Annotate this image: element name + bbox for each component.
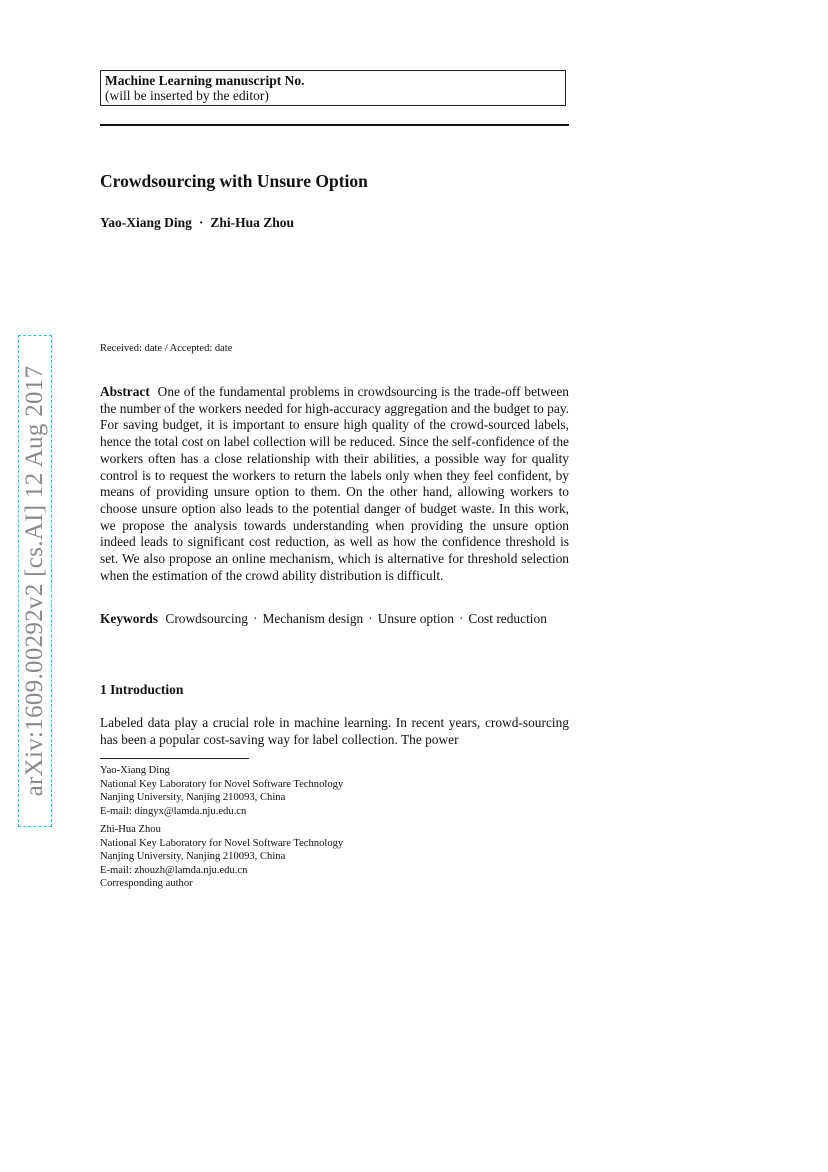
keyword-separator: · [252,611,258,626]
affiliation-lab: National Key Laboratory for Novel Software Technology [100,778,344,790]
affiliation-name: Yao-Xiang Ding [100,765,170,776]
affiliation-name: Zhi-Hua Zhou [100,824,161,835]
affiliation-block [100,764,343,818]
abstract-text: One of the fundamental problems in crowdsourcing is the trade-off between the number of the workers needed for high-accuracy aggregation and the budget to pay. For saving budget, it is important to ensure high quality of the crowd-sourced labels, hence the total cost on label collection will be reduced. Since the self-confidence of the workers often has a close relationship with their abilities, a possible way for quality control is to request the workers to return the labels only when they feel confident, by means of providing unsure option to them. On the other hand, allowing workers to choose unsure option also leads to the potential danger of budget waste. In this work, we propose the analysis towards understanding when providing the unsure option indeed leads to significant cost reduction, as well as how the confidence threshold is set. We also propose an online mechanism, which is alternative for threshold selection when the estimation of the crowd ability distribution is difficult. [100,384,569,583]
keyword-separator: · [458,611,464,626]
affiliation-address: Nanjing University, Nanjing 210093, China [100,792,286,804]
affiliation-email: E-mail: zhouzh@lamda.nju.edu.cn [100,864,248,876]
keywords [100,611,569,628]
author-line [100,214,294,232]
introduction-text: Labeled data play a crucial role in machine learning. In recent years, crowd-sourcing has been a popular cost-saving way for label collection. The power [100,715,569,747]
keyword-separator: · [368,611,373,626]
header-rule [100,124,569,126]
abstract [100,384,569,584]
keyword: Crowdsourcing [165,611,248,626]
keywords-label: Keywords [100,611,159,626]
affiliation-address: Nanjing University, Nanjing 210093, China [100,851,286,863]
affiliation-email: E-mail: dingyx@lamda.nju.edu.cn [100,805,247,817]
manuscript-title: Machine Learning manuscript No. [105,73,305,88]
affiliation-note: Corresponding author [100,878,193,890]
paper-title: Crowdsourcing with Unsure Option [100,171,368,191]
author-separator: · [198,215,204,230]
manuscript-note: (will be inserted by the editor) [105,88,269,103]
arxiv-stamp-text: arXiv:1609.00292v2 [cs.AI] 12 Aug 2017 [21,365,48,797]
keyword: Mechanism design [262,611,364,626]
keyword: Unsure option [377,611,454,626]
arxiv-stamp [18,335,52,827]
manuscript-info-box [100,70,566,106]
author-name: Zhi-Hua Zhou [210,215,295,230]
abstract-label: Abstract [100,384,150,399]
footnote-rule [100,758,249,759]
author-name: Yao-Xiang Ding [100,215,192,230]
keyword: Cost reduction [468,611,547,626]
affiliation-lab: National Key Laboratory for Novel Software Technology [100,837,344,849]
received-date: Received: date / Accepted: date [100,343,233,354]
affiliation-block [100,823,343,891]
section-heading-introduction: 1 Introduction [100,682,184,697]
